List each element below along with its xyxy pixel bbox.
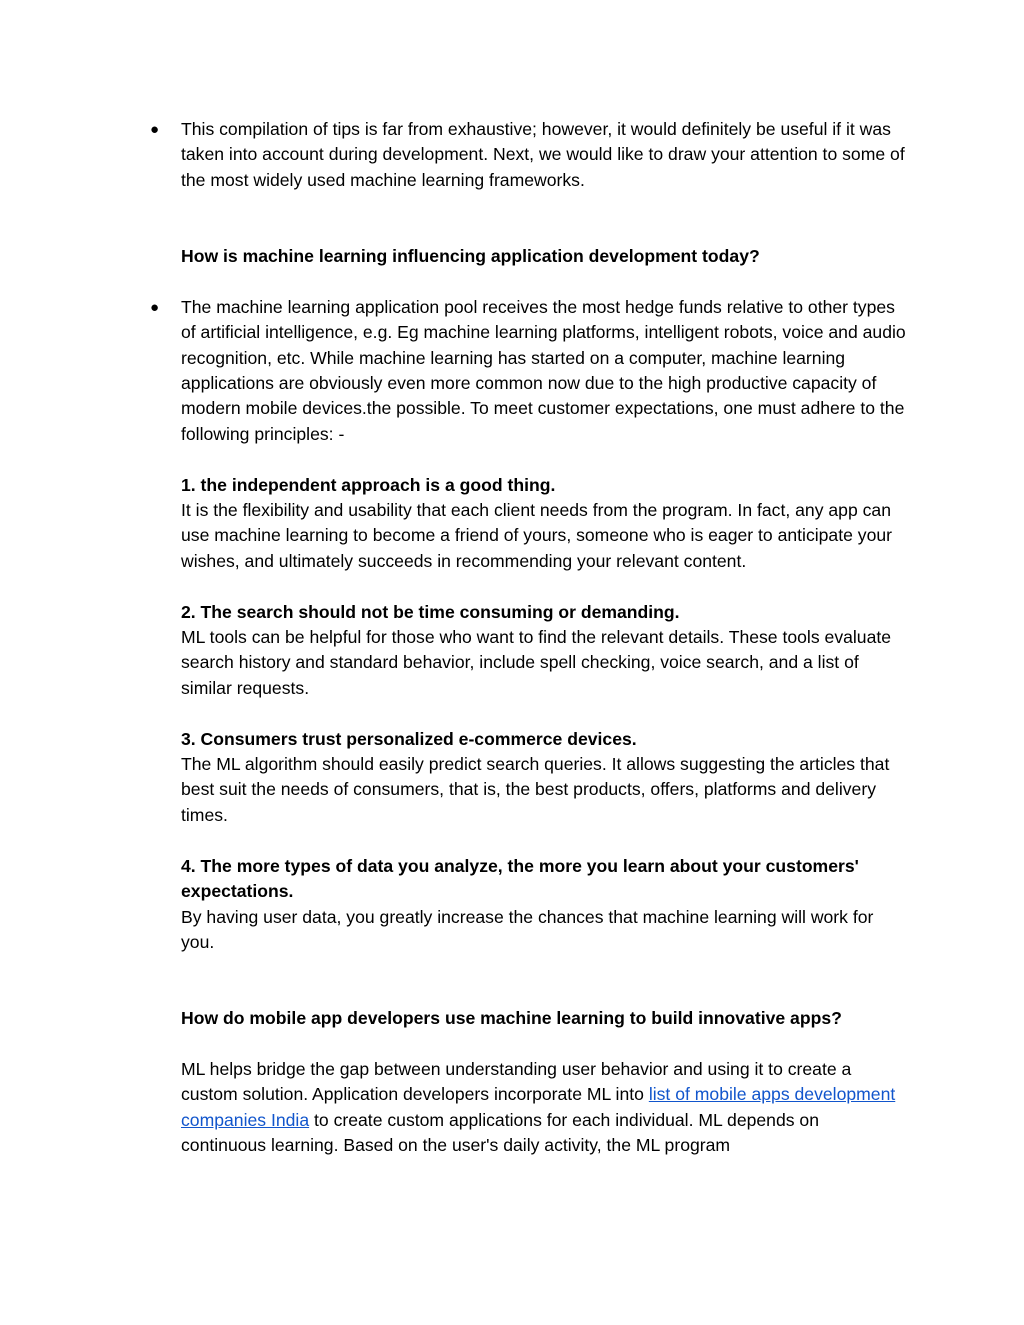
spacer bbox=[181, 1032, 906, 1057]
principle-body: By having user data, you greatly increase the chances that machine learning will work for you. bbox=[181, 906, 874, 952]
spacer bbox=[181, 574, 906, 599]
principle-title: 2. The search should not be time consuming or demanding. bbox=[181, 601, 680, 622]
principle-item bbox=[181, 727, 906, 829]
principle-item bbox=[181, 600, 906, 702]
intro-bullet-text: This compilation of tips is far from exhaustive; however, it would definitely be useful if it was taken into account during development. Next, we would like to draw your attention to some of the most widely used machine learning frameworks. bbox=[181, 119, 905, 190]
paragraph-text: to create custom applications for each individual. ML depends on continuous learning. Based on the user's daily activity, the ML program bbox=[181, 1109, 819, 1156]
section1-bullet-text: The machine learning application pool receives the most hedge funds relative to other types of artificial intelligence, e.g. Eg machine learning platforms, intelligent robots, voice and audio recognition, etc. While machine learning has started on a computer, machine learning applications are obviously even more common now due to the high productive capacity of modern mobile devices.the possible. To meet customer expectations, one must adhere to the following principles: - bbox=[181, 296, 906, 444]
document-body bbox=[150, 117, 906, 1159]
spacer bbox=[181, 447, 906, 472]
principle-body: The ML algorithm should easily predict search queries. It allows suggesting the articles that best suit the needs of consumers, that is, the best products, offers, platforms and delivery times. bbox=[181, 754, 890, 825]
companies-list-link[interactable]: list of mobile apps development companies India bbox=[181, 1084, 896, 1130]
principle-item bbox=[181, 473, 906, 575]
principle-body: It is the flexibility and usability that each client needs from the program. In fact, any app can use machine learning to become a friend of yours, someone who is eager to anticipate your wishes, and ultimately succeeds in recommending your relevant content. bbox=[181, 500, 893, 571]
principle-body: ML tools can be helpful for those who want to find the relevant details. These tools evaluate search history and standard behavior, include spell checking, voice search, and a list of similar requests. bbox=[181, 627, 892, 698]
principle-item bbox=[181, 854, 906, 956]
spacer bbox=[181, 193, 906, 244]
section1-bullet-item bbox=[150, 295, 906, 447]
bullet-icon: ● bbox=[150, 121, 160, 138]
bullet-icon: ● bbox=[150, 298, 160, 316]
principle-title: 1. the independent approach is a good thing. bbox=[181, 474, 556, 495]
section2-paragraph bbox=[181, 1057, 906, 1159]
intro-bullet-item bbox=[150, 117, 906, 193]
spacer bbox=[181, 269, 906, 294]
paragraph-text: ML helps bridge the gap between understanding user behavior and using it to create a custom solution. Application developers incorporate ML into bbox=[181, 1058, 852, 1105]
section-heading-influence: How is machine learning influencing application development today? bbox=[181, 246, 760, 267]
spacer bbox=[181, 828, 906, 853]
section-heading-developers: How do mobile app developers use machine learning to build innovative apps? bbox=[181, 1008, 842, 1029]
principle-title: 3. Consumers trust personalized e-commerce devices. bbox=[181, 728, 637, 749]
spacer bbox=[181, 701, 906, 726]
principle-title: 4. The more types of data you analyze, the more you learn about your customers' expectations. bbox=[181, 855, 859, 902]
spacer bbox=[181, 955, 906, 1006]
